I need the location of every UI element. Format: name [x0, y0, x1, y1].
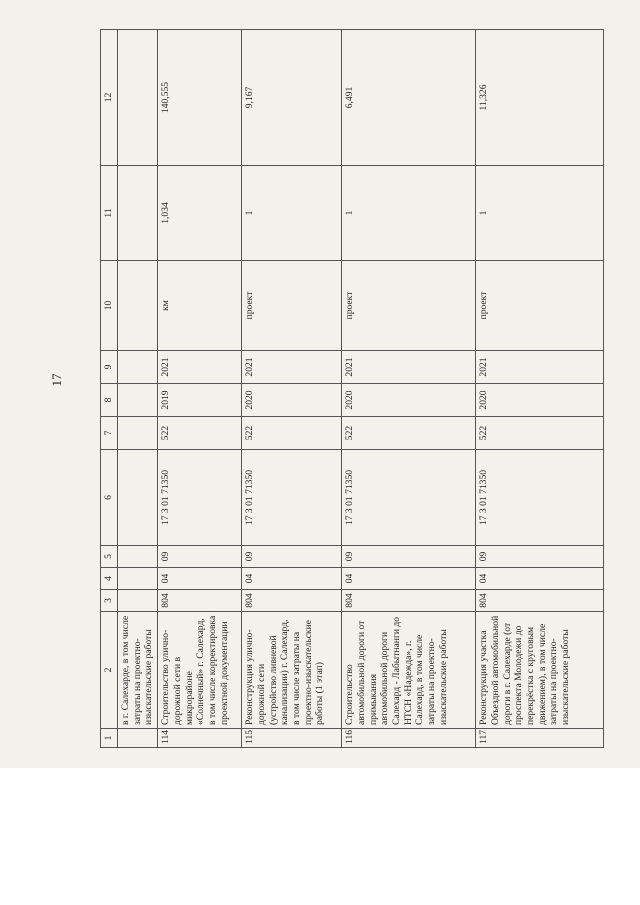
row-name: Реконструкция улично-дорожной сети (устройство ливневой канализации) г. Салехард, в том числе затраты на проектно-изыскательские работы (1 этап)	[242, 612, 342, 729]
cell-7: 522	[476, 417, 604, 450]
row-id: 115	[242, 729, 342, 748]
cell-7: 522	[242, 417, 342, 450]
col-header-5: 5	[101, 546, 118, 568]
cell-8	[118, 384, 158, 417]
row-name: Строительство автомобильной дороги от примыкания автомобильной дороги Салехард - Лабытнанги до НТСН «Надежда», г. Салехард, в том числе затраты на проектно-изыскательские работы	[342, 612, 476, 729]
col-header-4: 4	[101, 568, 118, 590]
cell-3	[118, 590, 158, 612]
cell-5: 09	[342, 546, 476, 568]
rotated-table-container	[100, 30, 635, 748]
cell-12	[118, 30, 158, 166]
cell-7: 522	[342, 417, 476, 450]
cell-4: 04	[476, 568, 604, 590]
row-id: 117	[476, 729, 604, 748]
cell-11: 1	[476, 166, 604, 261]
cell-9: 2021	[476, 351, 604, 384]
cell-9: 2021	[158, 351, 242, 384]
col-header-1: 1	[101, 729, 118, 748]
cell-8: 2020	[342, 384, 476, 417]
cell-4	[118, 568, 158, 590]
cell-12: 6,491	[342, 30, 476, 166]
cell-9: 2021	[242, 351, 342, 384]
cell-5: 09	[476, 546, 604, 568]
cell-10: проект	[342, 261, 476, 351]
table-row	[342, 30, 476, 748]
table-header-row	[101, 30, 118, 748]
row-name: в г. Салехарде, в том числе затраты на проектно-изыскательские работы	[118, 612, 158, 729]
col-header-11: 11	[101, 166, 118, 261]
cell-12: 9,167	[242, 30, 342, 166]
cell-6	[118, 450, 158, 546]
rotated-table-frame	[100, 30, 635, 748]
table-row	[476, 30, 604, 748]
cell-11: 1	[242, 166, 342, 261]
col-header-2: 2	[101, 612, 118, 729]
col-header-9: 9	[101, 351, 118, 384]
cell-3: 804	[342, 590, 476, 612]
cell-8: 2019	[158, 384, 242, 417]
row-name: Реконструкция участка Объездной автомобильной дороги в г. Салехарде (от проспекта Молодежи до перекрёстка с круговым движением), в том числе затраты на проектно-изыскательские работы	[476, 612, 604, 729]
col-header-3: 3	[101, 590, 118, 612]
cell-6: 17 3 01 71350	[476, 450, 604, 546]
row-id: 116	[342, 729, 476, 748]
cell-3: 804	[476, 590, 604, 612]
cell-12: 140,555	[158, 30, 242, 166]
cell-7: 522	[158, 417, 242, 450]
cell-4: 04	[342, 568, 476, 590]
cell-9	[118, 351, 158, 384]
cell-9: 2021	[342, 351, 476, 384]
table-row	[158, 30, 242, 748]
cell-10: км	[158, 261, 242, 351]
page-number: 17	[49, 373, 64, 387]
cell-11: 1,034	[158, 166, 242, 261]
cell-3: 804	[158, 590, 242, 612]
table-row	[118, 30, 158, 748]
cell-6: 17 3 01 71350	[342, 450, 476, 546]
table-row	[242, 30, 342, 748]
cell-8: 2020	[476, 384, 604, 417]
col-header-7: 7	[101, 417, 118, 450]
cell-5	[118, 546, 158, 568]
col-header-6: 6	[101, 450, 118, 546]
cell-7	[118, 417, 158, 450]
cell-6: 17 3 01 71350	[158, 450, 242, 546]
cell-10	[118, 261, 158, 351]
cell-11: 1	[342, 166, 476, 261]
row-id: 114	[158, 729, 242, 748]
row-name: Строительство улично-дорожной сети в микрорайоне «Солнечный» г. Салехард, в том числе корректировка проектной документации	[158, 612, 242, 729]
cell-6: 17 3 01 71350	[242, 450, 342, 546]
cell-5: 09	[242, 546, 342, 568]
cell-3: 804	[242, 590, 342, 612]
cell-12: 11,326	[476, 30, 604, 166]
cell-5: 09	[158, 546, 242, 568]
cell-10: проект	[242, 261, 342, 351]
col-header-12: 12	[101, 30, 118, 166]
col-header-8: 8	[101, 384, 118, 417]
cell-10: проект	[476, 261, 604, 351]
cell-11	[118, 166, 158, 261]
row-id	[118, 729, 158, 748]
col-header-10: 10	[101, 261, 118, 351]
cell-4: 04	[242, 568, 342, 590]
cell-8: 2020	[242, 384, 342, 417]
register-table	[100, 29, 604, 748]
cell-4: 04	[158, 568, 242, 590]
